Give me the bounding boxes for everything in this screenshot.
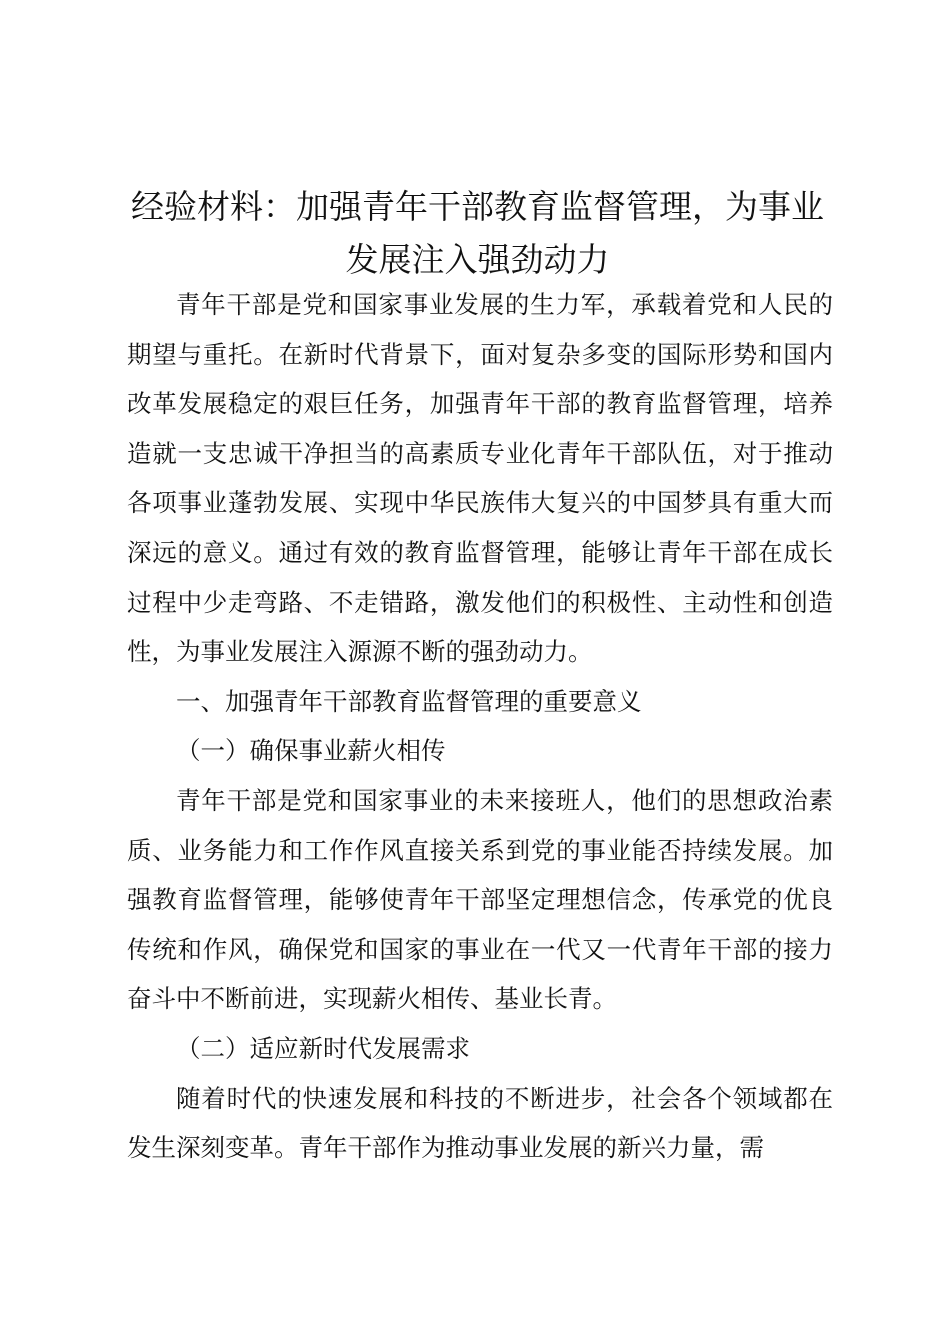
section-heading-1: 一、加强青年干部教育监督管理的重要意义	[176, 686, 642, 716]
paragraph-intro: 青年干部是党和国家事业发展的生力军，承载着党和人民的期望与重托。在新时代背景下，面对复杂多变的国际形势和国内改革发展稳定的艰巨任务，加强青年干部的教育监督管理，培养造就一支忠诚干净担当的高素质专业化青年干部队伍，对于推动各项事业蓬勃发展、实现中华民族伟大复兴的中国梦具有重大而深远的意义。通过有效的教育监督管理，能够让青年干部在成长过程中少走弯路、不走错路，激发他们的积极性、主动性和创造性，为事业发展注入源源不断的强劲动力。	[127, 290, 833, 667]
paragraph-subsection-1: 青年干部是党和国家事业的未来接班人，他们的思想政治素质、业务能力和工作作风直接关系到党的事业能否持续发展。加强教育监督管理，能够使青年干部坚定理想信念，传承党的优良传统和作风，确保党和国家的事业在一代又一代青年干部的接力奋斗中不断前进，实现薪火相传、基业长青。	[127, 785, 833, 1014]
paragraph-subsection-2: 随着时代的快速发展和科技的不断进步，社会各个领域都在发生深刻变革。青年干部作为推动事业发展的新兴力量，需	[127, 1083, 833, 1163]
subsection-heading-1: （一）确保事业薪火相传	[176, 736, 446, 766]
document-body	[127, 280, 833, 1173]
document-title: 经验材料：加强青年干部教育监督管理，为事业发展注入强劲动力	[131, 187, 824, 279]
subsection-heading-2: （二）适应新时代发展需求	[176, 1033, 470, 1063]
